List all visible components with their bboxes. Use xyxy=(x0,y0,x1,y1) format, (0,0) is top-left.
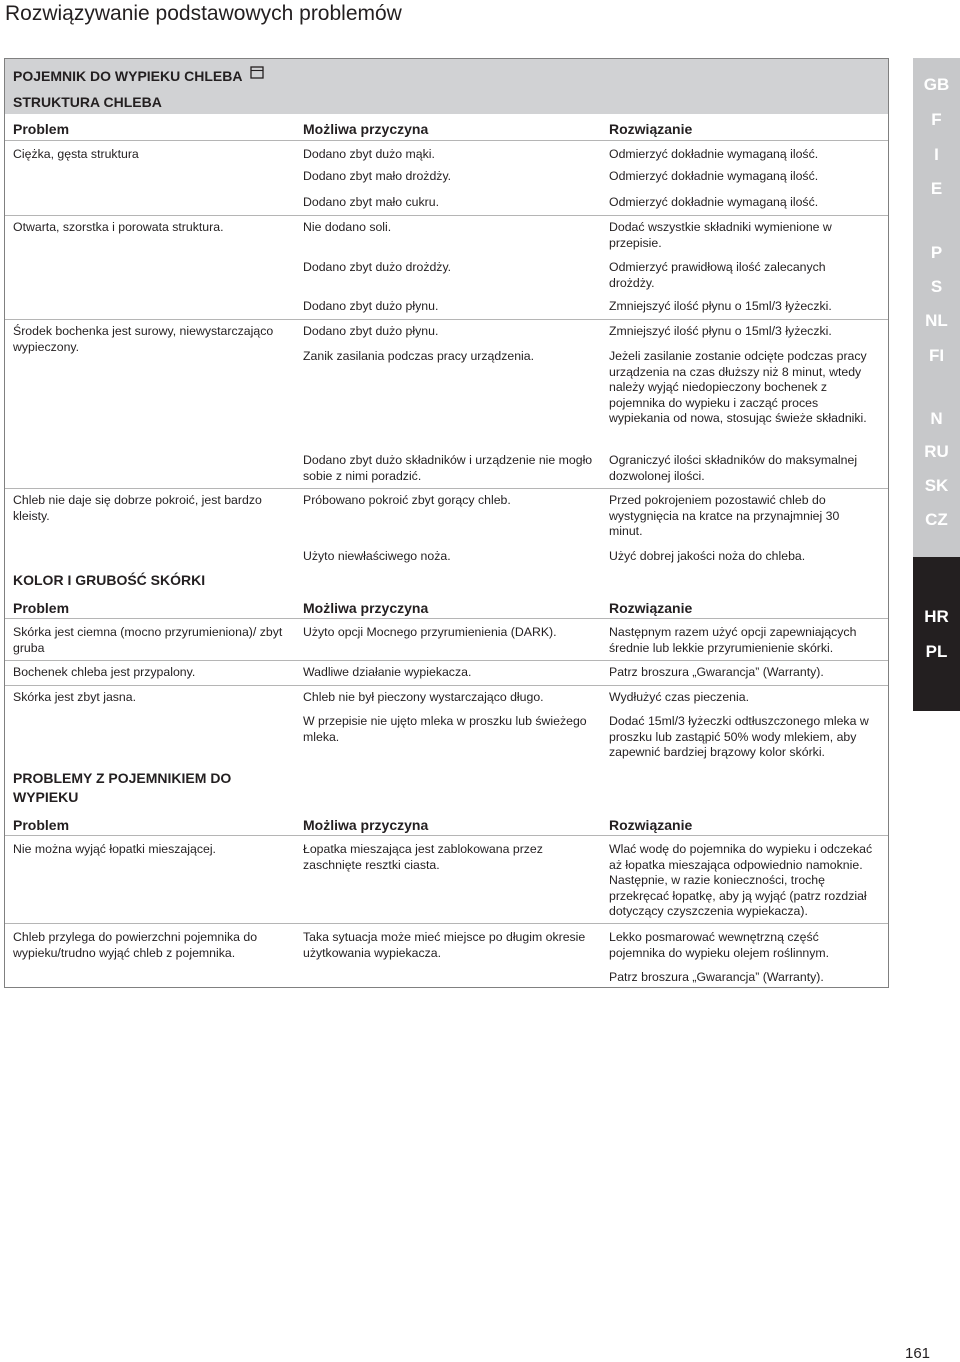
solution-cell: Przed pokrojeniem pozostawić chleb do wystygnięcia na kratce na przynajmniej 30 minut. xyxy=(609,493,840,538)
divider xyxy=(5,923,888,924)
solution-cell: Lekko posmarować wewnętrzną część pojemnika do wypieku olejem roślinnym. xyxy=(609,930,830,960)
language-tab-p[interactable]: P xyxy=(930,243,943,262)
solution-cell: Użyć dobrej jakości noża do chleba. xyxy=(609,549,806,563)
solution-cell: Odmierzyć dokładnie wymaganą ilość. xyxy=(609,195,819,209)
column-header-solution: Rozwiązanie xyxy=(609,600,693,616)
problem-cell: Chleb nie daje się dobrze pokroić, jest bardzo kleisty. xyxy=(13,493,262,523)
language-tab-i[interactable]: I xyxy=(934,145,939,164)
cause-cell: Zanik zasilania podczas pracy urządzenia. xyxy=(303,349,535,363)
language-tab-active xyxy=(913,557,960,711)
column-header-problem: Problem xyxy=(13,600,70,616)
cause-cell: Użyto niewłaściwego noża. xyxy=(303,549,451,563)
divider xyxy=(5,319,888,320)
cause-cell: Dodano zbyt dużo składników i urządzenie nie mogło sobie z nimi poradzić. xyxy=(303,453,593,483)
solution-cell: Ograniczyć ilości składników do maksymalnej dozwolonej ilości. xyxy=(609,453,858,483)
column-header-cause: Możliwa przyczyna xyxy=(303,121,429,137)
cause-cell: Dodano zbyt dużo płynu. xyxy=(303,324,439,338)
solution-cell: Jeżeli zasilanie zostanie odcięte podczas pracy urządzenia na czas dłuższy niż 8 minut, wtedy należy wyjąć niedopieczony bochenek z pojemnika do wypieku i zacząć proces wypiekania od nowa, stosując świeże składniki. xyxy=(609,349,867,425)
cause-cell: Dodano zbyt mało drożdży. xyxy=(303,169,452,183)
solution-cell: Wydłużyć czas pieczenia. xyxy=(609,690,749,704)
language-tab-nl[interactable]: NL xyxy=(925,311,948,330)
problem-cell: Otwarta, szorstka i porowata struktura. xyxy=(13,220,224,234)
page-title: Rozwiązywanie podstawowych problemów xyxy=(5,2,402,25)
solution-cell: Następnym razem użyć opcji zapewniających średnie lub lekkie przyrumienienie skórki. xyxy=(609,625,857,655)
solution-cell: Wlać wodę do pojemnika do wypieku i odczekać aż łopatka mieszająca odpowiednio namoknie. Następnie, w razie konieczności, trochę przekręcać łopatkę, aby ją wyjąć (patrz rozdział dotyczący czyszczenia wypiekacza). xyxy=(609,842,873,918)
solution-cell: Odmierzyć dokładnie wymaganą ilość. xyxy=(609,169,819,183)
cause-cell: Nie dodano soli. xyxy=(303,220,392,234)
column-header-solution: Rozwiązanie xyxy=(609,121,693,137)
cause-cell: Łopatka mieszająca jest zablokowana przez zaschnięte resztki ciasta. xyxy=(303,842,543,872)
language-tab-n[interactable]: N xyxy=(930,409,943,428)
language-tab-f[interactable]: F xyxy=(931,110,942,129)
language-tab-s[interactable]: S xyxy=(930,277,943,296)
cause-cell: Dodano zbyt dużo mąki. xyxy=(303,147,435,161)
language-tab-sk[interactable]: SK xyxy=(924,476,949,495)
cause-cell: Chleb nie był pieczony wystarczająco długo. xyxy=(303,690,544,704)
column-header-cause: Możliwa przyczyna xyxy=(303,817,429,833)
problem-cell: Skórka jest zbyt jasna. xyxy=(13,690,137,704)
problem-cell: Nie można wyjąć łopatki mieszającej. xyxy=(13,842,216,856)
language-tab-cz[interactable]: CZ xyxy=(925,510,948,529)
solution-cell: Zmniejszyć ilość płynu o 15ml/3 łyżeczki. xyxy=(609,299,832,313)
bread-pan-icon xyxy=(250,66,264,79)
language-tab-gb[interactable]: GB xyxy=(923,75,950,94)
column-header-problem: Problem xyxy=(13,817,70,833)
divider xyxy=(5,618,888,619)
troubleshooting-table xyxy=(4,58,889,988)
divider xyxy=(5,215,888,216)
language-tab-fi[interactable]: FI xyxy=(928,346,945,365)
cause-cell: Wadliwe działanie wypiekacza. xyxy=(303,665,472,679)
section-title-pan: PROBLEMY Z POJEMNIKIEM DO WYPIEKU xyxy=(13,770,232,805)
cause-cell: W przepisie nie ujęto mleka w proszku lub świeżego mleka. xyxy=(303,714,587,744)
cause-cell: Dodano zbyt dużo płynu. xyxy=(303,299,439,313)
language-tab-ru[interactable]: RU xyxy=(924,442,949,461)
solution-cell: Patrz broszura „Gwarancja” (Warranty). xyxy=(609,970,824,984)
divider xyxy=(5,835,888,836)
column-header-cause: Możliwa przyczyna xyxy=(303,600,429,616)
cause-cell: Próbowano pokroić zbyt gorący chleb. xyxy=(303,493,511,507)
solution-cell: Dodać 15ml/3 łyżeczki odtłuszczonego mleka w proszku lub zastąpić 50% wody mlekiem, aby zapewnić bardziej brązowy kolor skórki. xyxy=(609,714,869,759)
cause-cell: Użyto opcji Mocnego przyrumienienia (DARK). xyxy=(303,625,557,639)
problem-cell: Bochenek chleba jest przypalony. xyxy=(13,665,196,679)
language-tab-hr[interactable]: HR xyxy=(924,607,949,626)
divider xyxy=(5,660,888,661)
divider xyxy=(5,488,888,489)
solution-cell: Dodać wszystkie składniki wymienione w przepisie. xyxy=(609,220,832,250)
page-number: 161 xyxy=(905,1345,931,1362)
divider xyxy=(5,140,888,141)
problem-cell: Ciężka, gęsta struktura xyxy=(13,147,139,161)
problem-cell: Środek bochenka jest surowy, niewystarczająco wypieczony. xyxy=(13,324,274,354)
language-tab-e[interactable]: E xyxy=(930,179,943,198)
section-header: POJEMNIK DO WYPIEKU CHLEBA xyxy=(13,68,243,84)
column-header-solution: Rozwiązanie xyxy=(609,817,693,833)
cause-cell: Dodano zbyt mało cukru. xyxy=(303,195,440,209)
solution-cell: Patrz broszura „Gwarancja” (Warranty). xyxy=(609,665,824,679)
solution-cell: Odmierzyć prawidłową ilość zalecanych drożdży. xyxy=(609,260,826,290)
cause-cell: Dodano zbyt dużo drożdży. xyxy=(303,260,452,274)
column-header-problem: Problem xyxy=(13,121,70,137)
section-title-crust: KOLOR I GRUBOŚĆ SKÓRKI xyxy=(13,572,206,588)
problem-cell: Chleb przylega do powierzchni pojemnika do wypieku/trudno wyjąć chleb z pojemnika. xyxy=(13,930,258,960)
language-tab-pl[interactable]: PL xyxy=(925,642,948,661)
cause-cell: Taka sytuacja może mieć miejsce po długim okresie użytkowania wypiekacza. xyxy=(303,930,586,960)
problem-cell: Skórka jest ciemna (mocno przyrumieniona)/ zbyt gruba xyxy=(13,625,283,655)
solution-cell: Odmierzyć dokładnie wymaganą ilość. xyxy=(609,147,819,161)
divider xyxy=(5,685,888,686)
solution-cell: Zmniejszyć ilość płynu o 15ml/3 łyżeczki. xyxy=(609,324,832,338)
section-title-bread-texture: STRUKTURA CHLEBA xyxy=(13,94,162,110)
